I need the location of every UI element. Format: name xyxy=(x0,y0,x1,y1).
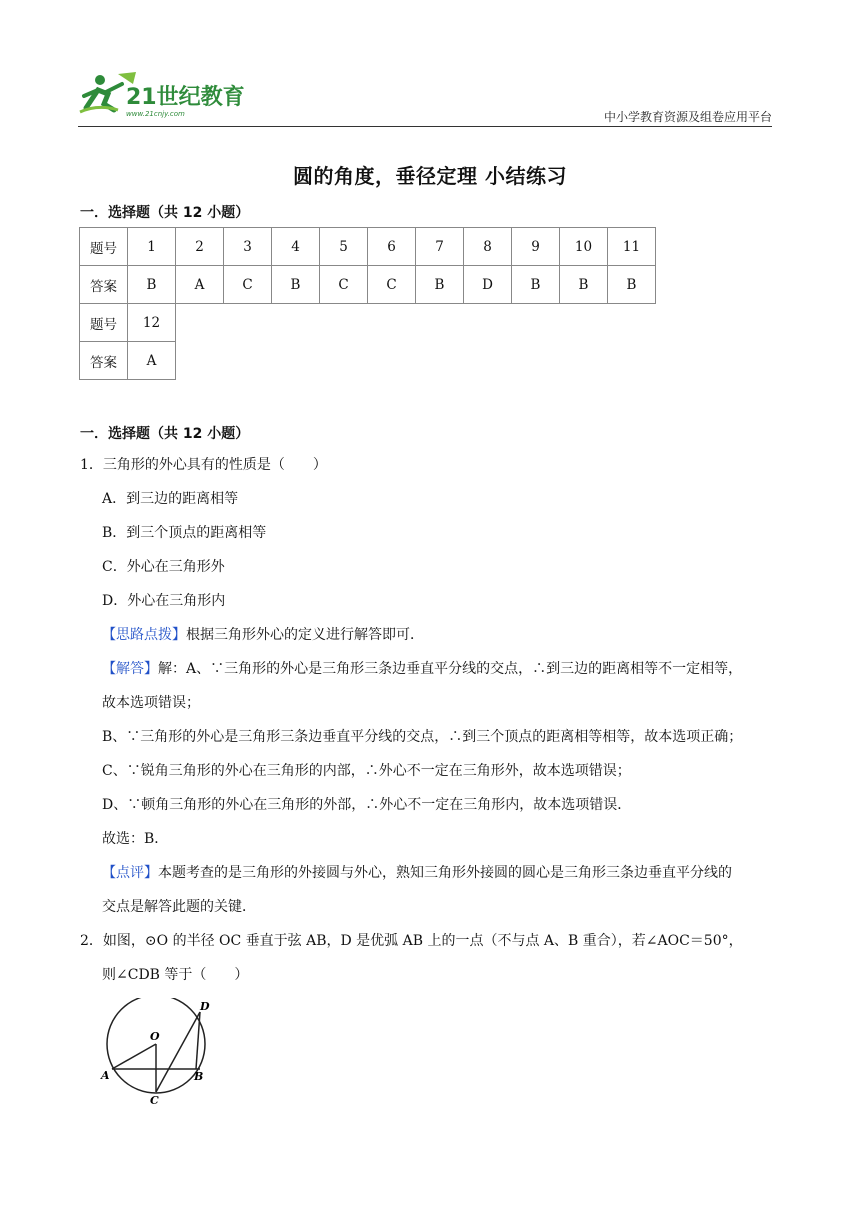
number-cell: 6 xyxy=(368,228,416,266)
q1-option-d: D．外心在三角形内 xyxy=(102,593,226,609)
segment-oa xyxy=(112,1044,156,1069)
q1-comment-continued: 交点是解答此题的关键． xyxy=(102,899,256,915)
q1-solution-line: D、∵顿角三角形的外心在三角形的外部，∴外心不一定在三角形内，故本选项错误． xyxy=(102,797,632,813)
questions-section-heading: 一．选择题（共 12 小题） xyxy=(80,426,250,442)
number-cell: 4 xyxy=(272,228,320,266)
q1-option-c: C．外心在三角形外 xyxy=(102,559,225,575)
answer-cell: D xyxy=(464,266,512,304)
solution-text: 解：A、∵三角形的外心是三角形三条边垂直平分线的交点，∴到三边的距离相等不一定相等， xyxy=(158,661,743,677)
circle-diagram xyxy=(98,998,218,1108)
answer-cell: C xyxy=(368,266,416,304)
row-label-number: 题号 xyxy=(80,304,128,342)
svg-text:21世纪教育: 21世纪教育 xyxy=(126,85,245,110)
answer-cell: B xyxy=(128,266,176,304)
answer-cell: B xyxy=(272,266,320,304)
answer-section-heading: 一．选择题（共 12 小题） xyxy=(80,205,250,221)
q1-solution-line: C、∵锐角三角形的外心在三角形的内部，∴外心不一定在三角形外，故本选项错误； xyxy=(102,763,631,779)
q1-solution-line xyxy=(102,659,742,679)
q1-comment xyxy=(102,863,732,883)
q1-hint xyxy=(102,625,424,645)
row-label-answer: 答案 xyxy=(80,266,128,304)
q2-stem: 2．如图，⊙O 的半径 OC 垂直于弦 AB，D 是优弧 AB 上的一点（不与点 A、B 重合），若∠AOC＝50°， xyxy=(80,933,743,949)
label-b: B xyxy=(194,1070,204,1083)
row-label-number: 题号 xyxy=(80,228,128,266)
number-cell: 12 xyxy=(128,304,176,342)
platform-label: 中小学教育资源及组卷应用平台 xyxy=(603,110,772,124)
comment-tag: 【点评】 xyxy=(102,865,158,881)
answer-cell: B xyxy=(416,266,464,304)
label-d: D xyxy=(200,1000,210,1013)
q2-figure xyxy=(98,998,218,1108)
row-label-answer: 答案 xyxy=(80,342,128,380)
comment-text: 本题考查的是三角形的外接圆与外心，熟知三角形外接圆的圆心是三角形三条边垂直平分线的 xyxy=(158,865,732,881)
q1-solution-line: B、∵三角形的外心是三角形三条边垂直平分线的交点，∴到三个顶点的距离相等相等，故本选项正确； xyxy=(102,729,743,745)
table-row xyxy=(80,228,656,266)
answer-cell: B xyxy=(608,266,656,304)
table-row xyxy=(80,266,656,304)
answer-cell: B xyxy=(512,266,560,304)
number-cell: 9 xyxy=(512,228,560,266)
label-o: O xyxy=(150,1030,160,1043)
q1-stem: 1．三角形的外心具有的性质是（ ） xyxy=(80,457,327,473)
q1-solution-line: 故本选项错误； xyxy=(102,695,200,711)
q1-option-b: B．到三个顶点的距离相等 xyxy=(102,525,267,541)
table-row xyxy=(80,342,656,380)
number-cell: 8 xyxy=(464,228,512,266)
header-divider xyxy=(78,126,772,127)
number-cell: 3 xyxy=(224,228,272,266)
label-c: C xyxy=(150,1094,159,1107)
q1-option-a: A．到三边的距离相等 xyxy=(102,491,239,507)
answer-cell: C xyxy=(320,266,368,304)
answer-cell: A xyxy=(176,266,224,304)
q2-stem-continued: 则∠CDB 等于（ ） xyxy=(102,967,249,983)
label-a: A xyxy=(101,1069,110,1082)
number-cell: 10 xyxy=(560,228,608,266)
segment-db xyxy=(196,1012,200,1069)
number-cell: 11 xyxy=(608,228,656,266)
site-logo xyxy=(78,70,258,122)
q1-answer-choice: 故选：B． xyxy=(102,831,169,847)
answer-cell: B xyxy=(560,266,608,304)
page-title: 圆的角度，垂径定理 小结练习 xyxy=(293,164,567,188)
number-cell: 7 xyxy=(416,228,464,266)
number-cell: 2 xyxy=(176,228,224,266)
answer-cell: C xyxy=(224,266,272,304)
table-row xyxy=(80,304,656,342)
solution-tag: 【解答】 xyxy=(102,661,158,677)
svg-text:www.21cnjy.com: www.21cnjy.com xyxy=(126,110,185,118)
hint-tag: 【思路点拨】 xyxy=(102,627,186,643)
runner-logo-icon xyxy=(78,70,258,122)
answer-table xyxy=(79,227,656,380)
number-cell: 5 xyxy=(320,228,368,266)
number-cell: 1 xyxy=(128,228,176,266)
hint-text: 根据三角形外心的定义进行解答即可． xyxy=(186,627,424,643)
answer-cell: A xyxy=(128,342,176,380)
